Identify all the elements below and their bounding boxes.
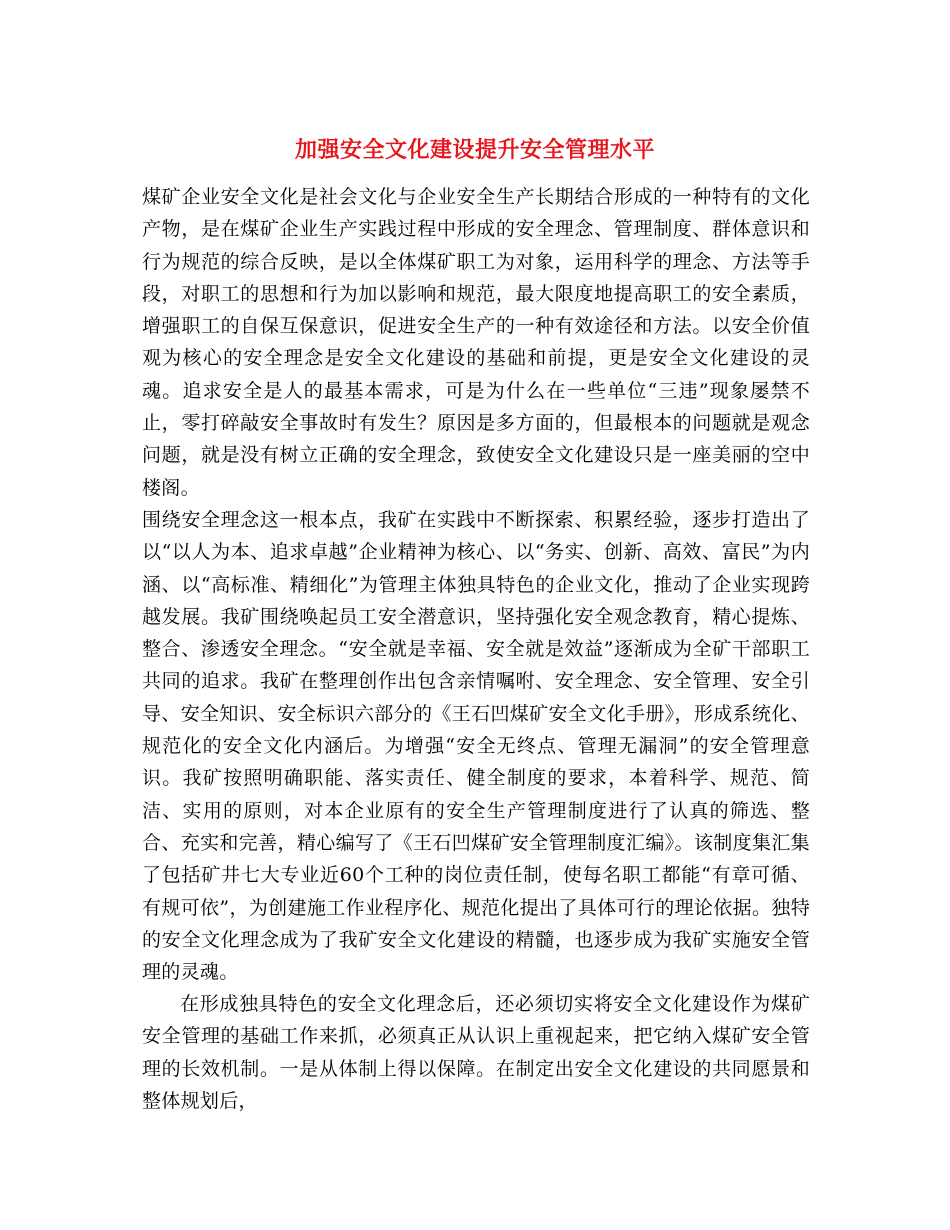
paragraph-3: 在形成独具特色的安全文化理念后，还必须切实将安全文化建设作为煤矿安全管理的基础工作来抓，必须真正从认识上重视起来，把它纳入煤矿安全管理的长效机制。一是从体制上得以保障。在制定出安全文化建设的共同愿景和整体规划后， [142,993,810,1112]
document-title: 加强安全文化建设提升安全管理水平 [294,136,655,163]
paragraph-2: 围绕安全理念这一根本点，我矿在实践中不断探索、积累经验，逐步打造出了以“以人为本、追求卓越”企业精神为核心、以“务实、创新、高效、富民”为内涵、以“高标准、精细化”为管理主体独具特色的企业文化，推动了企业实现跨越发展。我矿围绕唤起员工安全潜意识，坚持强化安全观念教育，精心提炼、整合、渗透安全理念。“安全就是幸福、安全就是效益”逐渐成为全矿干部职工共同的追求。我矿在整理创作出包含亲情嘱咐、安全理念、安全管理、安全引导、安全知识、安全标识六部分的《王石凹煤矿安全文化手册》，形成系统化、规范化的安全文化内涵后。为增强“安全无终点、管理无漏洞”的安全管理意识。我矿按照明确职能、落实责任、健全制度的要求，本着科学、规范、简洁、实用的原则，对本企业原有的安全生产管理制度进行了认真的筛选、整合、充实和完善，精心编写了《王石凹煤矿安全管理制度汇编》。该制度集汇集了包括矿井七大专业近60个工种的岗位责任制，使每名职工都能“有章可循、有规可依”，为创建施工作业程序化、规范化提出了具体可行的理论依据。独特的安全文化理念成为了我矿安全文化建设的精髓，也逐步成为我矿实施安全管理的灵魂。 [142,509,810,984]
paragraph-1: 煤矿企业安全文化是社会文化与企业安全生产长期结合形成的一种特有的文化产物，是在煤矿企业生产实践过程中形成的安全理念、管理制度、群体意识和行为规范的综合反映，是以全体煤矿职工为对象，运用科学的理念、方法等手段，对职工的思想和行为加以影响和规范，最大限度地提高职工的安全素质，增强职工的自保互保意识，促进安全生产的一种有效途径和方法。以安全价值观为核心的安全理念是安全文化建设的基础和前提，更是安全文化建设的灵魂。追求安全是人的最基本需求，可是为什么在一些单位“三违”现象屡禁不止，零打碎敲安全事故时有发生？原因是多方面的，但最根本的问题就是观念问题，就是没有树立正确的安全理念，致使安全文化建设只是一座美丽的空中楼阁。 [142,186,810,499]
